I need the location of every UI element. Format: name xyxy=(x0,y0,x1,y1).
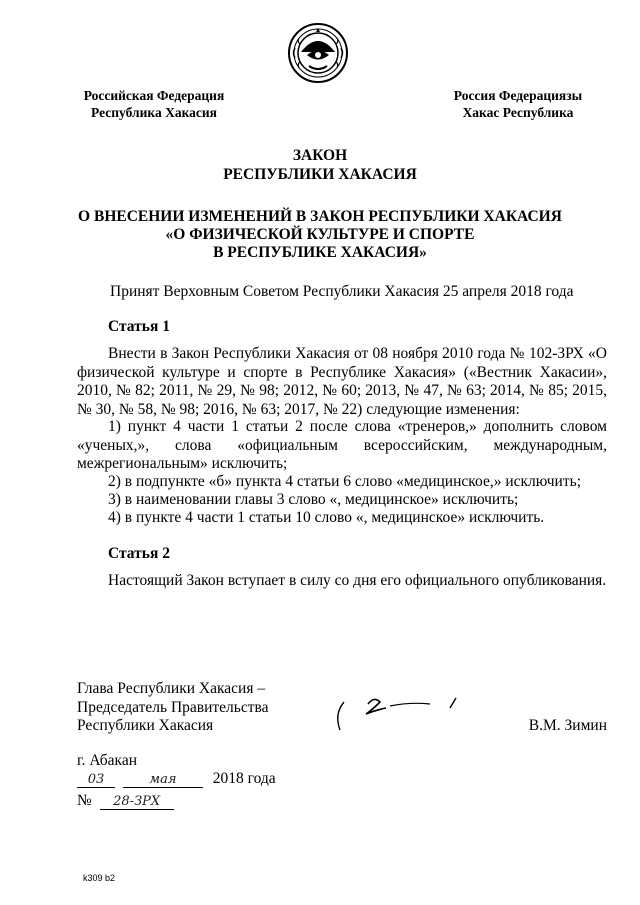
header-right xyxy=(438,87,598,121)
header-right-line2: Хакас Республика xyxy=(462,105,574,120)
date-year: 2018 года xyxy=(212,770,276,787)
signature-line3: Республики Хакасия xyxy=(77,717,214,734)
article1-item3: 3) в наименовании главы 3 слово «, медицинское» исключить; xyxy=(108,491,519,508)
date-day: 03 xyxy=(77,772,115,788)
coat-of-arms-icon xyxy=(287,22,349,84)
article1-item1: 1) пункт 4 части 1 статьи 2 после слова «тренеров,» дополнить словом «ученых,», слова «официальным всероссийским, международным, межрегиональным» исключить; xyxy=(77,418,607,472)
header-left xyxy=(74,87,234,121)
signatory-name: В.М. Зимин xyxy=(528,717,607,734)
subtitle-line3: В РЕСПУБЛИКЕ ХАКАСИЯ» xyxy=(213,244,427,261)
article1-intro: Внести в Закон Республики Хакасия от 08 ноября 2010 года № 102-ЗРХ «О физической культуре и спорте в Республике Хакасия» («Вестник Хакасии», 2010, № 82; 2011, № 29, № 98; 2012, № 60; 2013, № 47, № 63; 2014, № 85; 2015, № 30, № 58, № 98; 2016, № 63; 2017, № 22) следующие изменения: xyxy=(77,345,607,418)
header-left-line2: Республика Хакасия xyxy=(91,105,217,120)
date-month: мая xyxy=(123,772,203,788)
article1-item2: 2) в подпункте «б» пункта 4 статьи 6 слово «медицинское,» исключить; xyxy=(108,473,581,490)
title-republic: РЕСПУБЛИКИ ХАКАСИЯ xyxy=(223,166,417,183)
article1-heading: Статья 1 xyxy=(108,318,170,335)
law-number-line xyxy=(77,792,174,810)
adopted-line: Принят Верховным Советом Республики Хакасия 25 апреля 2018 года xyxy=(110,283,574,300)
law-number: 28-ЗРХ xyxy=(100,794,174,810)
law-number-prefix: № xyxy=(77,792,92,809)
subtitle-line2: «О ФИЗИЧЕСКОЙ КУЛЬТУРЕ И СПОРТЕ xyxy=(165,226,475,243)
header-left-line1: Российская Федерация xyxy=(83,88,225,103)
footer-code: k309 b2 xyxy=(83,873,116,883)
city: г. Абакан xyxy=(77,752,138,769)
signature-line2: Председатель Правительства xyxy=(77,698,269,716)
article2-text: Настоящий Закон вступает в силу со дня его официального опубликования. xyxy=(108,572,607,589)
subtitle-line1: О ВНЕСЕНИИ ИЗМЕНЕНИЙ В ЗАКОН РЕСПУБЛИКИ ХАКАСИЯ xyxy=(78,208,562,225)
signature-line1: Глава Республики Хакасия – xyxy=(77,680,266,697)
signature-title xyxy=(77,680,269,736)
handwritten-signature xyxy=(330,688,480,738)
article1-item4: 4) в пункте 4 части 1 статьи 10 слово «, медицинское» исключить. xyxy=(108,509,545,526)
date-line xyxy=(77,770,276,788)
article2-heading: Статья 2 xyxy=(108,545,170,562)
title-law: ЗАКОН xyxy=(292,147,348,164)
header-right-line1: Россия Федерациязы xyxy=(453,88,583,103)
